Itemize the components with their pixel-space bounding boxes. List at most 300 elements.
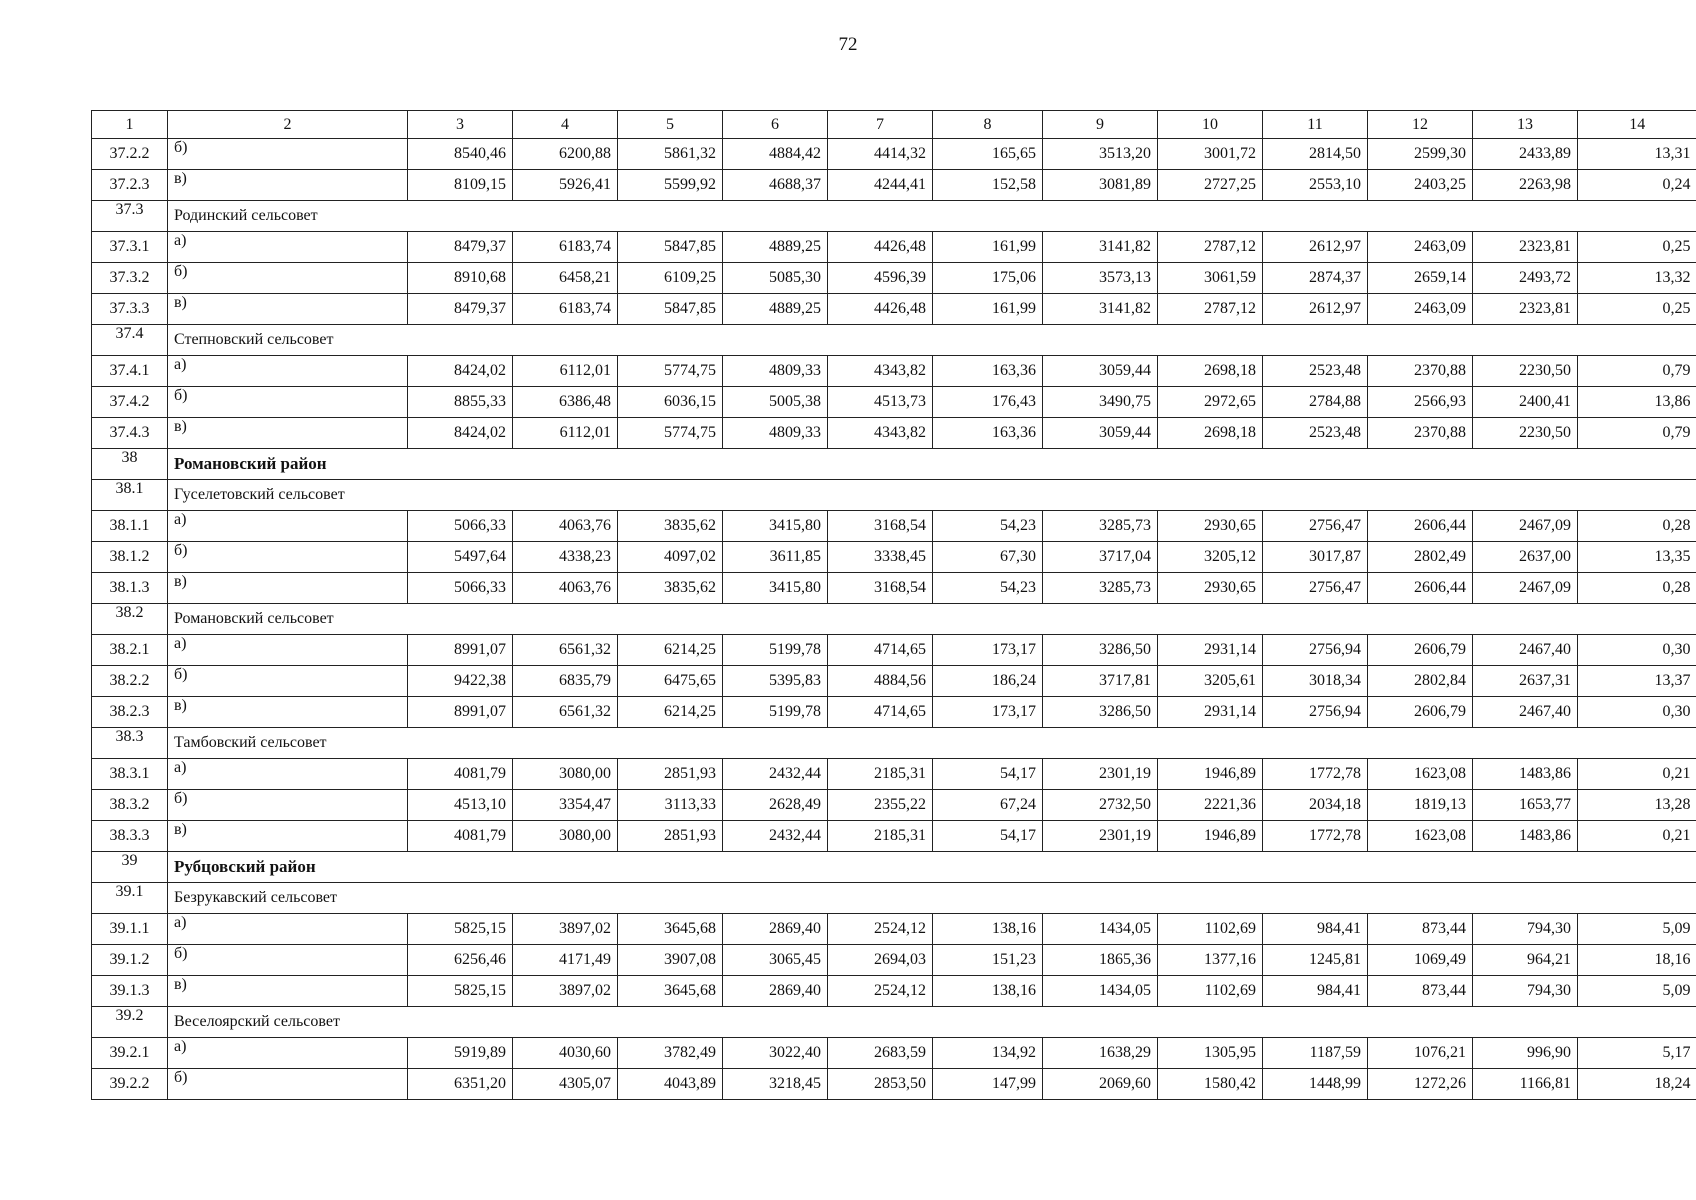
value-cell-col-14: 0,28 <box>1578 511 1696 542</box>
value-cell-col-7: 3168,54 <box>828 573 933 604</box>
value-cell-col-10: 2787,12 <box>1158 294 1263 325</box>
value-cell-col-6: 2432,44 <box>723 821 828 852</box>
value-cell-col-9: 3059,44 <box>1043 418 1158 449</box>
value-cell-col-14: 13,28 <box>1578 790 1696 821</box>
value-cell-col-6: 3415,80 <box>723 511 828 542</box>
row-code: 38.2.2 <box>92 666 168 697</box>
value-cell-col-6: 5005,38 <box>723 387 828 418</box>
value-cell-col-13: 2467,09 <box>1473 573 1578 604</box>
value-cell-col-5: 3113,33 <box>618 790 723 821</box>
column-number-9: 9 <box>1043 111 1158 139</box>
column-number-1: 1 <box>92 111 168 139</box>
value-cell-col-8: 175,06 <box>933 263 1043 294</box>
column-number-11: 11 <box>1263 111 1368 139</box>
value-cell-col-5: 2851,93 <box>618 821 723 852</box>
value-cell-col-13: 2230,50 <box>1473 418 1578 449</box>
tariff-table <box>91 110 1696 1100</box>
value-cell-col-14: 5,09 <box>1578 914 1696 945</box>
value-cell-col-7: 4596,39 <box>828 263 933 294</box>
value-cell-col-7: 3168,54 <box>828 511 933 542</box>
value-cell-col-7: 4343,82 <box>828 356 933 387</box>
value-cell-col-14: 0,30 <box>1578 635 1696 666</box>
row-variant: а) <box>168 356 408 387</box>
row-code: 39.1.3 <box>92 976 168 1007</box>
value-cell-col-4: 4171,49 <box>513 945 618 976</box>
value-cell-col-8: 186,24 <box>933 666 1043 697</box>
value-cell-col-14: 13,35 <box>1578 542 1696 573</box>
section-code: 37.3 <box>92 201 168 232</box>
value-cell-col-11: 3018,34 <box>1263 666 1368 697</box>
table-row <box>92 666 1696 697</box>
value-cell-col-8: 54,17 <box>933 759 1043 790</box>
value-cell-col-11: 2612,97 <box>1263 294 1368 325</box>
table-row <box>92 759 1696 790</box>
value-cell-col-4: 4030,60 <box>513 1038 618 1069</box>
value-cell-col-3: 5825,15 <box>408 914 513 945</box>
council-title: Тамбовский сельсовет <box>168 728 1696 759</box>
table-row <box>92 914 1696 945</box>
value-cell-col-8: 54,23 <box>933 573 1043 604</box>
value-cell-col-12: 1272,26 <box>1368 1069 1473 1100</box>
value-cell-col-11: 1187,59 <box>1263 1038 1368 1069</box>
value-cell-col-14: 13,86 <box>1578 387 1696 418</box>
value-cell-col-9: 3286,50 <box>1043 635 1158 666</box>
value-cell-col-12: 2463,09 <box>1368 232 1473 263</box>
value-cell-col-3: 4513,10 <box>408 790 513 821</box>
value-cell-col-6: 3415,80 <box>723 573 828 604</box>
value-cell-col-14: 0,21 <box>1578 759 1696 790</box>
value-cell-col-10: 1377,16 <box>1158 945 1263 976</box>
value-cell-col-5: 2851,93 <box>618 759 723 790</box>
table-row <box>92 542 1696 573</box>
row-code: 39.2.1 <box>92 1038 168 1069</box>
section-code: 38 <box>92 449 168 480</box>
value-cell-col-6: 4809,33 <box>723 418 828 449</box>
value-cell-col-11: 2523,48 <box>1263 356 1368 387</box>
value-cell-col-13: 2230,50 <box>1473 356 1578 387</box>
council-row <box>92 1007 1696 1038</box>
value-cell-col-4: 6835,79 <box>513 666 618 697</box>
value-cell-col-7: 4714,65 <box>828 697 933 728</box>
value-cell-col-10: 2221,36 <box>1158 790 1263 821</box>
row-code: 39.1.2 <box>92 945 168 976</box>
value-cell-col-6: 3022,40 <box>723 1038 828 1069</box>
value-cell-col-5: 6475,65 <box>618 666 723 697</box>
row-variant: б) <box>168 790 408 821</box>
column-number-10: 10 <box>1158 111 1263 139</box>
value-cell-col-14: 0,25 <box>1578 232 1696 263</box>
row-variant: в) <box>168 976 408 1007</box>
council-row <box>92 728 1696 759</box>
value-cell-col-6: 2869,40 <box>723 914 828 945</box>
value-cell-col-13: 964,21 <box>1473 945 1578 976</box>
value-cell-col-7: 2683,59 <box>828 1038 933 1069</box>
value-cell-col-6: 3065,45 <box>723 945 828 976</box>
value-cell-col-9: 2732,50 <box>1043 790 1158 821</box>
value-cell-col-3: 5497,64 <box>408 542 513 573</box>
value-cell-col-3: 5066,33 <box>408 511 513 542</box>
row-code: 37.4.2 <box>92 387 168 418</box>
value-cell-col-4: 3897,02 <box>513 976 618 1007</box>
value-cell-col-5: 3645,68 <box>618 914 723 945</box>
row-variant: в) <box>168 573 408 604</box>
value-cell-col-9: 3717,04 <box>1043 542 1158 573</box>
value-cell-col-9: 3285,73 <box>1043 573 1158 604</box>
value-cell-col-5: 6036,15 <box>618 387 723 418</box>
value-cell-col-13: 1483,86 <box>1473 759 1578 790</box>
value-cell-col-14: 13,37 <box>1578 666 1696 697</box>
row-variant: б) <box>168 387 408 418</box>
value-cell-col-5: 4097,02 <box>618 542 723 573</box>
value-cell-col-6: 4884,42 <box>723 139 828 170</box>
value-cell-col-14: 0,25 <box>1578 294 1696 325</box>
value-cell-col-4: 4338,23 <box>513 542 618 573</box>
row-variant: а) <box>168 635 408 666</box>
value-cell-col-6: 5085,30 <box>723 263 828 294</box>
value-cell-col-11: 2784,88 <box>1263 387 1368 418</box>
value-cell-col-6: 2628,49 <box>723 790 828 821</box>
value-cell-col-11: 984,41 <box>1263 914 1368 945</box>
value-cell-col-6: 4688,37 <box>723 170 828 201</box>
value-cell-col-12: 1623,08 <box>1368 821 1473 852</box>
value-cell-col-11: 2756,47 <box>1263 511 1368 542</box>
value-cell-col-12: 2599,30 <box>1368 139 1473 170</box>
value-cell-col-5: 6214,25 <box>618 635 723 666</box>
value-cell-col-9: 2069,60 <box>1043 1069 1158 1100</box>
value-cell-col-4: 3354,47 <box>513 790 618 821</box>
value-cell-col-10: 1946,89 <box>1158 759 1263 790</box>
value-cell-col-3: 6351,20 <box>408 1069 513 1100</box>
value-cell-col-9: 3081,89 <box>1043 170 1158 201</box>
value-cell-col-14: 5,09 <box>1578 976 1696 1007</box>
value-cell-col-6: 5199,78 <box>723 635 828 666</box>
table-row <box>92 945 1696 976</box>
row-variant: в) <box>168 170 408 201</box>
value-cell-col-12: 2606,44 <box>1368 573 1473 604</box>
value-cell-col-5: 3782,49 <box>618 1038 723 1069</box>
value-cell-col-3: 8540,46 <box>408 139 513 170</box>
value-cell-col-4: 3080,00 <box>513 821 618 852</box>
value-cell-col-4: 6561,32 <box>513 697 618 728</box>
row-code: 39.1.1 <box>92 914 168 945</box>
value-cell-col-4: 6183,74 <box>513 294 618 325</box>
value-cell-col-4: 6458,21 <box>513 263 618 294</box>
value-cell-col-3: 8479,37 <box>408 232 513 263</box>
district-title: Рубцовский район <box>168 852 1696 883</box>
value-cell-col-14: 18,16 <box>1578 945 1696 976</box>
page-number: 72 <box>838 34 858 55</box>
row-variant: в) <box>168 697 408 728</box>
value-cell-col-12: 2370,88 <box>1368 356 1473 387</box>
value-cell-col-14: 0,21 <box>1578 821 1696 852</box>
value-cell-col-5: 3645,68 <box>618 976 723 1007</box>
value-cell-col-14: 0,24 <box>1578 170 1696 201</box>
value-cell-col-5: 5847,85 <box>618 294 723 325</box>
value-cell-col-8: 163,36 <box>933 356 1043 387</box>
value-cell-col-3: 8991,07 <box>408 697 513 728</box>
value-cell-col-8: 151,23 <box>933 945 1043 976</box>
table-row <box>92 418 1696 449</box>
value-cell-col-13: 794,30 <box>1473 976 1578 1007</box>
row-code: 38.2.1 <box>92 635 168 666</box>
row-code: 37.3.1 <box>92 232 168 263</box>
value-cell-col-5: 3835,62 <box>618 511 723 542</box>
council-title: Степновский сельсовет <box>168 325 1696 356</box>
value-cell-col-9: 1434,05 <box>1043 976 1158 1007</box>
value-cell-col-9: 1434,05 <box>1043 914 1158 945</box>
value-cell-col-7: 4426,48 <box>828 294 933 325</box>
district-row <box>92 449 1696 480</box>
value-cell-col-13: 1166,81 <box>1473 1069 1578 1100</box>
value-cell-col-6: 4889,25 <box>723 294 828 325</box>
value-cell-col-13: 996,90 <box>1473 1038 1578 1069</box>
value-cell-col-5: 5847,85 <box>618 232 723 263</box>
value-cell-col-9: 3141,82 <box>1043 232 1158 263</box>
council-title: Романовский сельсовет <box>168 604 1696 635</box>
value-cell-col-12: 2659,14 <box>1368 263 1473 294</box>
column-number-6: 6 <box>723 111 828 139</box>
value-cell-col-9: 1638,29 <box>1043 1038 1158 1069</box>
value-cell-col-5: 6109,25 <box>618 263 723 294</box>
value-cell-col-9: 3285,73 <box>1043 511 1158 542</box>
value-cell-col-4: 6112,01 <box>513 356 618 387</box>
value-cell-col-3: 8109,15 <box>408 170 513 201</box>
value-cell-col-12: 2370,88 <box>1368 418 1473 449</box>
value-cell-col-11: 1448,99 <box>1263 1069 1368 1100</box>
value-cell-col-5: 3835,62 <box>618 573 723 604</box>
value-cell-col-11: 2612,97 <box>1263 232 1368 263</box>
value-cell-col-7: 4513,73 <box>828 387 933 418</box>
table-row <box>92 263 1696 294</box>
value-cell-col-10: 2698,18 <box>1158 356 1263 387</box>
value-cell-col-10: 2698,18 <box>1158 418 1263 449</box>
row-variant: в) <box>168 821 408 852</box>
value-cell-col-4: 6386,48 <box>513 387 618 418</box>
council-title: Веселоярский сельсовет <box>168 1007 1696 1038</box>
value-cell-col-9: 3141,82 <box>1043 294 1158 325</box>
row-variant: б) <box>168 542 408 573</box>
value-cell-col-10: 1102,69 <box>1158 976 1263 1007</box>
row-variant: в) <box>168 294 408 325</box>
value-cell-col-10: 2931,14 <box>1158 697 1263 728</box>
row-code: 38.2.3 <box>92 697 168 728</box>
value-cell-col-12: 873,44 <box>1368 914 1473 945</box>
value-cell-col-3: 4081,79 <box>408 821 513 852</box>
value-cell-col-8: 176,43 <box>933 387 1043 418</box>
value-cell-col-3: 5825,15 <box>408 976 513 1007</box>
table-row <box>92 511 1696 542</box>
value-cell-col-8: 67,24 <box>933 790 1043 821</box>
value-cell-col-11: 2553,10 <box>1263 170 1368 201</box>
value-cell-col-12: 1069,49 <box>1368 945 1473 976</box>
value-cell-col-3: 5066,33 <box>408 573 513 604</box>
value-cell-col-8: 152,58 <box>933 170 1043 201</box>
value-cell-col-6: 2869,40 <box>723 976 828 1007</box>
value-cell-col-7: 2853,50 <box>828 1069 933 1100</box>
value-cell-col-3: 8424,02 <box>408 418 513 449</box>
row-variant: в) <box>168 418 408 449</box>
row-code: 38.1.3 <box>92 573 168 604</box>
value-cell-col-13: 2433,89 <box>1473 139 1578 170</box>
value-cell-col-6: 5199,78 <box>723 697 828 728</box>
value-cell-col-6: 3611,85 <box>723 542 828 573</box>
value-cell-col-11: 2523,48 <box>1263 418 1368 449</box>
value-cell-col-14: 13,31 <box>1578 139 1696 170</box>
row-code: 37.2.2 <box>92 139 168 170</box>
value-cell-col-7: 4884,56 <box>828 666 933 697</box>
value-cell-col-8: 161,99 <box>933 294 1043 325</box>
value-cell-col-12: 2566,93 <box>1368 387 1473 418</box>
value-cell-col-4: 5926,41 <box>513 170 618 201</box>
value-cell-col-12: 2606,44 <box>1368 511 1473 542</box>
value-cell-col-11: 2874,37 <box>1263 263 1368 294</box>
value-cell-col-11: 2034,18 <box>1263 790 1368 821</box>
value-cell-col-7: 2524,12 <box>828 914 933 945</box>
value-cell-col-9: 3059,44 <box>1043 356 1158 387</box>
district-title: Романовский район <box>168 449 1696 480</box>
value-cell-col-8: 147,99 <box>933 1069 1043 1100</box>
value-cell-col-7: 2355,22 <box>828 790 933 821</box>
council-title: Безрукавский сельсовет <box>168 883 1696 914</box>
value-cell-col-8: 134,92 <box>933 1038 1043 1069</box>
value-cell-col-4: 6200,88 <box>513 139 618 170</box>
section-code: 38.1 <box>92 480 168 511</box>
value-cell-col-7: 2185,31 <box>828 821 933 852</box>
value-cell-col-14: 0,28 <box>1578 573 1696 604</box>
row-variant: б) <box>168 666 408 697</box>
value-cell-col-10: 2931,14 <box>1158 635 1263 666</box>
value-cell-col-4: 4305,07 <box>513 1069 618 1100</box>
value-cell-col-12: 1076,21 <box>1368 1038 1473 1069</box>
row-variant: а) <box>168 914 408 945</box>
value-cell-col-12: 2802,84 <box>1368 666 1473 697</box>
row-code: 38.3.1 <box>92 759 168 790</box>
value-cell-col-7: 4426,48 <box>828 232 933 263</box>
value-cell-col-9: 2301,19 <box>1043 821 1158 852</box>
value-cell-col-10: 2787,12 <box>1158 232 1263 263</box>
value-cell-col-3: 5919,89 <box>408 1038 513 1069</box>
value-cell-col-3: 8910,68 <box>408 263 513 294</box>
value-cell-col-12: 2606,79 <box>1368 635 1473 666</box>
value-cell-col-5: 3907,08 <box>618 945 723 976</box>
value-cell-col-7: 2185,31 <box>828 759 933 790</box>
value-cell-col-13: 2467,40 <box>1473 635 1578 666</box>
value-cell-col-7: 2524,12 <box>828 976 933 1007</box>
table-row <box>92 573 1696 604</box>
value-cell-col-10: 2930,65 <box>1158 573 1263 604</box>
value-cell-col-13: 2637,00 <box>1473 542 1578 573</box>
value-cell-col-11: 2814,50 <box>1263 139 1368 170</box>
value-cell-col-4: 3897,02 <box>513 914 618 945</box>
table-row <box>92 1038 1696 1069</box>
value-cell-col-14: 0,79 <box>1578 356 1696 387</box>
column-number-4: 4 <box>513 111 618 139</box>
section-code: 37.4 <box>92 325 168 356</box>
value-cell-col-5: 5774,75 <box>618 418 723 449</box>
value-cell-col-3: 6256,46 <box>408 945 513 976</box>
value-cell-col-12: 2463,09 <box>1368 294 1473 325</box>
value-cell-col-9: 3490,75 <box>1043 387 1158 418</box>
council-title: Родинский сельсовет <box>168 201 1696 232</box>
value-cell-col-14: 13,32 <box>1578 263 1696 294</box>
value-cell-col-5: 5774,75 <box>618 356 723 387</box>
value-cell-col-8: 161,99 <box>933 232 1043 263</box>
value-cell-col-10: 2972,65 <box>1158 387 1263 418</box>
value-cell-col-11: 1772,78 <box>1263 821 1368 852</box>
value-cell-col-4: 6112,01 <box>513 418 618 449</box>
value-cell-col-12: 1819,13 <box>1368 790 1473 821</box>
value-cell-col-4: 4063,76 <box>513 573 618 604</box>
value-cell-col-7: 4244,41 <box>828 170 933 201</box>
value-cell-col-14: 18,24 <box>1578 1069 1696 1100</box>
table-row <box>92 976 1696 1007</box>
column-number-8: 8 <box>933 111 1043 139</box>
value-cell-col-7: 4414,32 <box>828 139 933 170</box>
value-cell-col-4: 6183,74 <box>513 232 618 263</box>
value-cell-col-11: 2756,94 <box>1263 697 1368 728</box>
value-cell-col-5: 4043,89 <box>618 1069 723 1100</box>
value-cell-col-10: 3205,61 <box>1158 666 1263 697</box>
column-number-header <box>92 111 1696 139</box>
value-cell-col-8: 67,30 <box>933 542 1043 573</box>
row-variant: б) <box>168 1069 408 1100</box>
value-cell-col-10: 1102,69 <box>1158 914 1263 945</box>
value-cell-col-13: 2263,98 <box>1473 170 1578 201</box>
value-cell-col-8: 173,17 <box>933 635 1043 666</box>
value-cell-col-9: 3573,13 <box>1043 263 1158 294</box>
value-cell-col-6: 5395,83 <box>723 666 828 697</box>
value-cell-col-10: 3061,59 <box>1158 263 1263 294</box>
value-cell-col-13: 2493,72 <box>1473 263 1578 294</box>
value-cell-col-5: 6214,25 <box>618 697 723 728</box>
column-number-5: 5 <box>618 111 723 139</box>
value-cell-col-9: 3286,50 <box>1043 697 1158 728</box>
value-cell-col-8: 165,65 <box>933 139 1043 170</box>
value-cell-col-4: 6561,32 <box>513 635 618 666</box>
row-variant: а) <box>168 232 408 263</box>
value-cell-col-5: 5599,92 <box>618 170 723 201</box>
value-cell-col-13: 2467,40 <box>1473 697 1578 728</box>
row-variant: б) <box>168 139 408 170</box>
council-row <box>92 325 1696 356</box>
council-row <box>92 883 1696 914</box>
row-code: 37.3.3 <box>92 294 168 325</box>
value-cell-col-7: 4343,82 <box>828 418 933 449</box>
row-code: 37.2.3 <box>92 170 168 201</box>
column-number-12: 12 <box>1368 111 1473 139</box>
row-code: 37.4.1 <box>92 356 168 387</box>
value-cell-col-3: 4081,79 <box>408 759 513 790</box>
value-cell-col-13: 2323,81 <box>1473 294 1578 325</box>
value-cell-col-11: 2756,47 <box>1263 573 1368 604</box>
value-cell-col-13: 2637,31 <box>1473 666 1578 697</box>
value-cell-col-10: 1946,89 <box>1158 821 1263 852</box>
value-cell-col-8: 173,17 <box>933 697 1043 728</box>
table-body <box>92 139 1696 1100</box>
table-row <box>92 697 1696 728</box>
row-variant: а) <box>168 1038 408 1069</box>
value-cell-col-14: 0,30 <box>1578 697 1696 728</box>
row-code: 37.4.3 <box>92 418 168 449</box>
value-cell-col-12: 2403,25 <box>1368 170 1473 201</box>
row-code: 38.3.3 <box>92 821 168 852</box>
value-cell-col-3: 8424,02 <box>408 356 513 387</box>
value-cell-col-10: 1305,95 <box>1158 1038 1263 1069</box>
row-code: 39.2.2 <box>92 1069 168 1100</box>
value-cell-col-8: 138,16 <box>933 914 1043 945</box>
value-cell-col-14: 5,17 <box>1578 1038 1696 1069</box>
table-row <box>92 139 1696 170</box>
